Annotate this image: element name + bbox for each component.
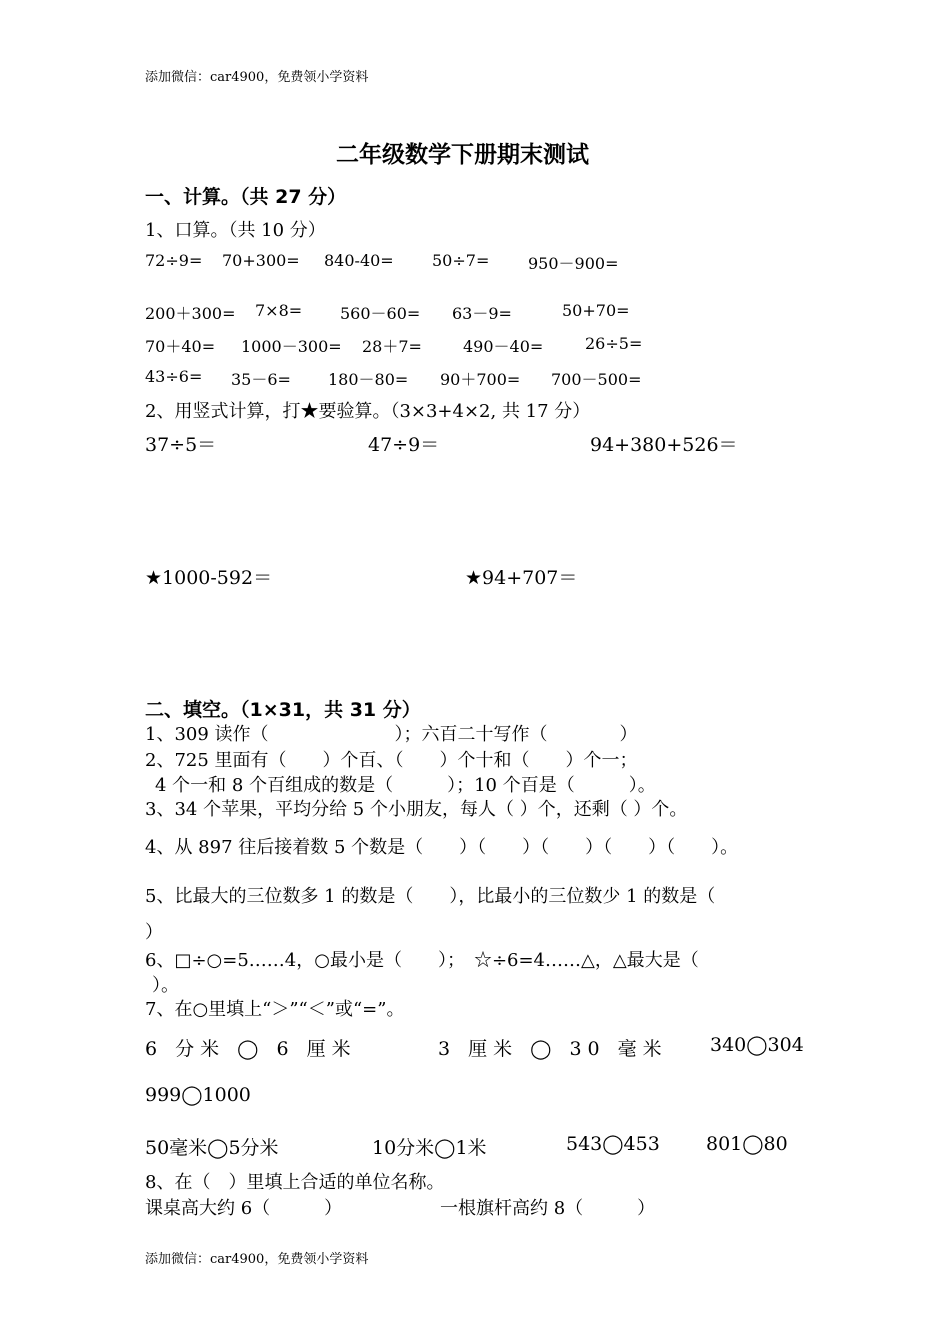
oral-item: 7×8= bbox=[255, 301, 303, 320]
oral-item: 72÷9= bbox=[145, 251, 203, 270]
compare-item: 6 分米 ◯ 6 厘米 bbox=[145, 1038, 357, 1060]
page-title: 二年级数学下册期末测试 bbox=[336, 142, 589, 168]
oral-item: 1000－300= bbox=[241, 337, 342, 356]
compare-item: 801◯80 bbox=[706, 1133, 788, 1155]
compare-item: 50毫米◯5分米 bbox=[145, 1137, 279, 1159]
vertical-problem: 94+380+526＝ bbox=[590, 434, 738, 456]
oral-item: 63－9= bbox=[452, 304, 512, 323]
oral-item: 560－60= bbox=[340, 304, 421, 323]
vertical-problem-verify: ★1000-592＝ bbox=[145, 567, 273, 589]
fill-q5a: 5、比最大的三位数多 1 的数是（ ），比最小的三位数少 1 的数是（ bbox=[145, 886, 716, 907]
oral-calc-heading: 1、口算。（共 10 分） bbox=[145, 220, 326, 241]
vertical-problem: 37÷5＝ bbox=[145, 434, 217, 456]
compare-item: 999◯1000 bbox=[145, 1084, 251, 1106]
oral-item: 70＋40= bbox=[145, 337, 216, 356]
fill-q2a: 2、725 里面有（ ）个百、（ ）个十和（ ）个一； bbox=[145, 750, 638, 771]
compare-item: 10分米◯1米 bbox=[372, 1137, 487, 1159]
compare-item: 3 厘米 ◯ 30 毫米 bbox=[438, 1038, 668, 1060]
oral-item: 35－6= bbox=[231, 370, 291, 389]
footer-note: 添加微信：car4900，免费领小学资料 bbox=[145, 1252, 369, 1267]
oral-item: 700－500= bbox=[551, 370, 642, 389]
fill-q7-heading: 7、在○里填上“＞”“＜”或“=”。 bbox=[145, 999, 405, 1020]
oral-item: 50÷7= bbox=[432, 251, 490, 270]
fill-q8-heading: 8、在（ ）里填上合适的单位名称。 bbox=[145, 1172, 445, 1193]
oral-item: 90＋700= bbox=[440, 370, 521, 389]
fill-q5b: ） bbox=[145, 922, 163, 943]
vertical-problem: 47÷9＝ bbox=[368, 434, 440, 456]
fill-q6a: 6、□÷○=5……4，○最小是（ ）； ☆÷6=4……△，△最大是（ bbox=[145, 950, 699, 971]
vertical-problem-verify: ★94+707＝ bbox=[465, 567, 578, 589]
unit-item: 一根旗杆高约 8（ ） bbox=[440, 1198, 656, 1219]
oral-item: 200＋300= bbox=[145, 304, 236, 323]
fill-q1: 1、309 读作（ ）；六百二十写作（ ） bbox=[145, 724, 638, 745]
section-2-heading: 二、填空。（1×31，共 31 分） bbox=[145, 699, 421, 721]
section-1-heading: 一、计算。（共 27 分） bbox=[145, 186, 347, 208]
fill-q3: 3、34 个苹果，平均分给 5 个小朋友，每人（ ）个，还剩（ ）个。 bbox=[145, 799, 688, 820]
fill-q4: 4、从 897 往后接着数 5 个数是（ ）（ ）（ ）（ ）（ ）。 bbox=[145, 837, 739, 858]
fill-q2b: 4 个一和 8 个百组成的数是（ ）；10 个百是（ ）。 bbox=[155, 775, 656, 796]
oral-item: 26÷5= bbox=[585, 334, 643, 353]
oral-item: 28＋7= bbox=[362, 337, 422, 356]
compare-item: 543◯453 bbox=[566, 1133, 660, 1155]
vertical-calc-heading: 2、用竖式计算，打★要验算。（3×3+4×2, 共 17 分） bbox=[145, 401, 591, 422]
fill-q6b: ）。 bbox=[152, 975, 179, 996]
header-note: 添加微信：car4900，免费领小学资料 bbox=[145, 70, 369, 85]
oral-item: 840-40= bbox=[324, 251, 394, 270]
oral-item: 950－900= bbox=[528, 254, 619, 273]
oral-item: 50+70= bbox=[562, 301, 630, 320]
oral-item: 180－80= bbox=[328, 370, 409, 389]
compare-item: 340◯304 bbox=[710, 1034, 804, 1056]
oral-item: 43÷6= bbox=[145, 367, 203, 386]
unit-item: 课桌高大约 6（ ） bbox=[145, 1198, 343, 1219]
oral-item: 70+300= bbox=[222, 251, 300, 270]
oral-item: 490－40= bbox=[463, 337, 544, 356]
